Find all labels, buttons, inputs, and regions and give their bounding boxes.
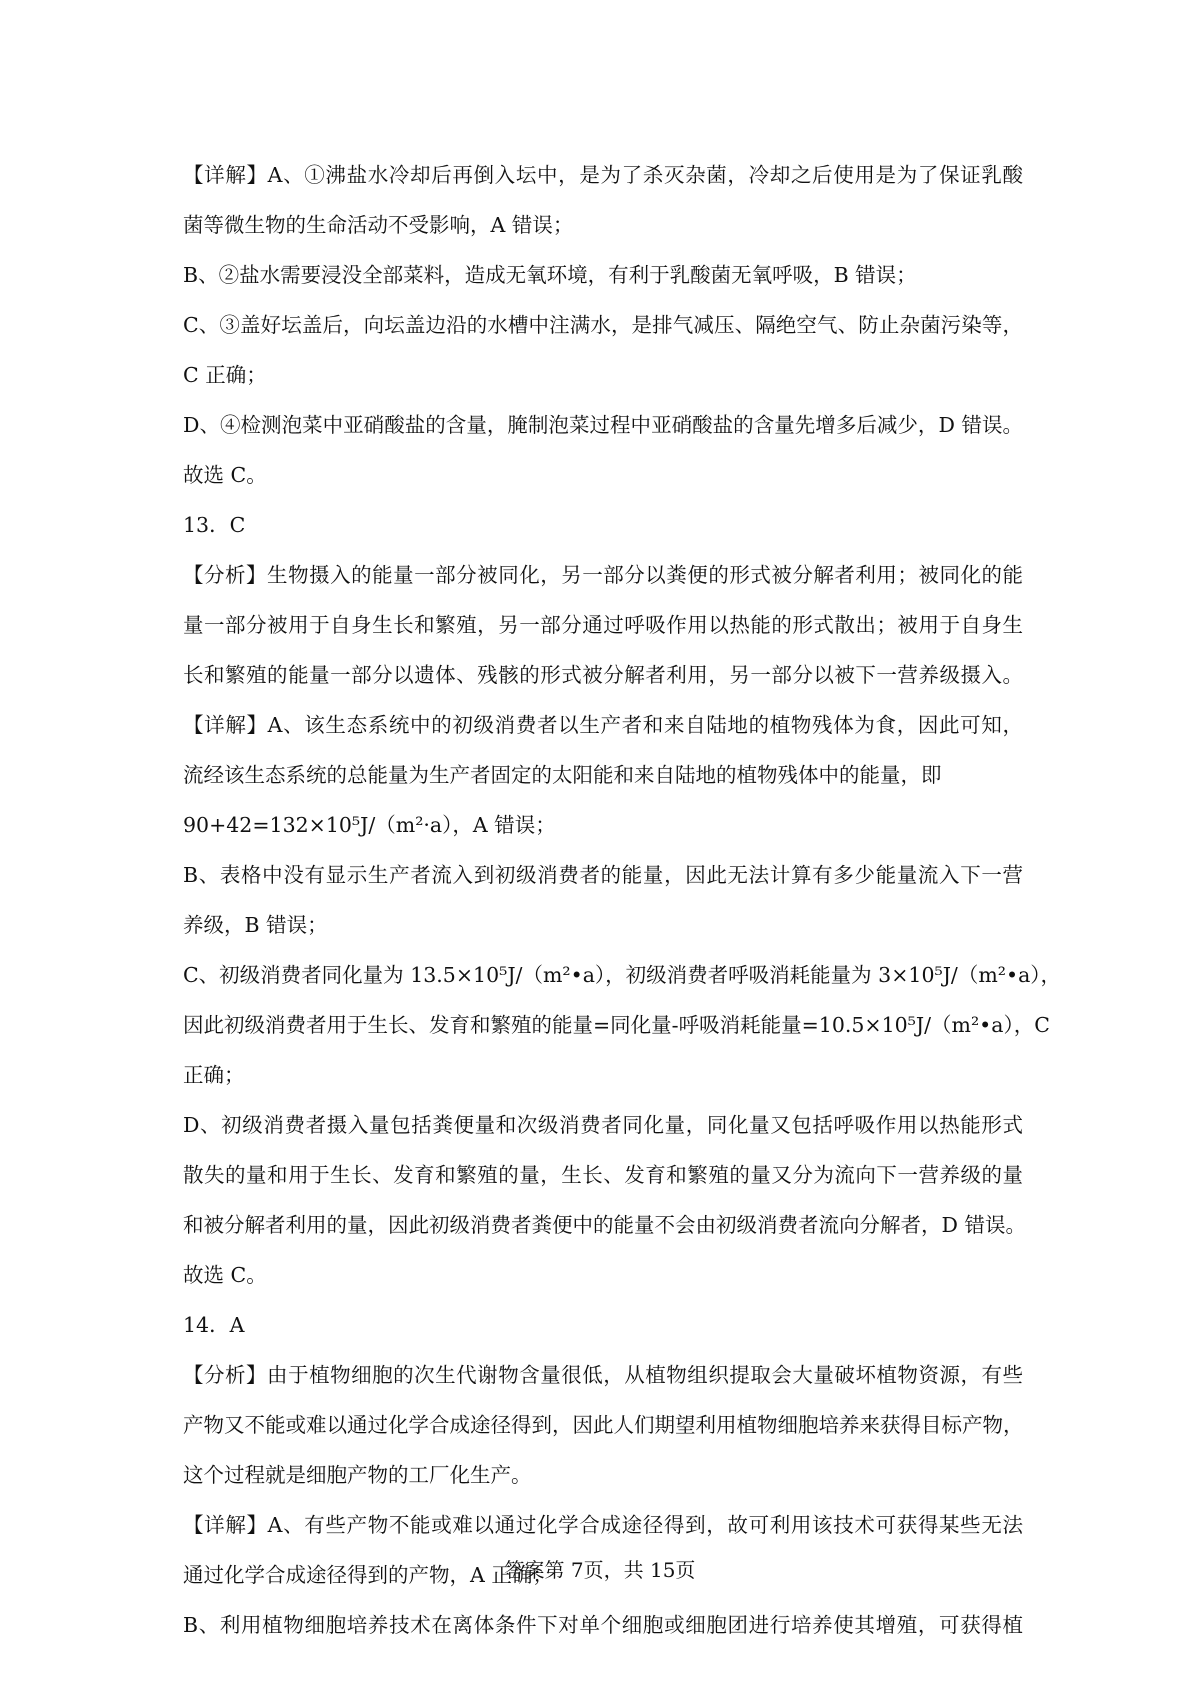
text-line: 和被分解者利用的量，因此初级消费者粪便中的能量不会由初级消费者流向分解者，D 错误。 [183,1213,1026,1237]
text-line: B、表格中没有显示生产者流入到初级消费者的能量，因此无法计算有多少能量流入下一营 [183,863,1023,887]
text-line: B、②盐水需要浸没全部菜料，造成无氧环境，有利于乳酸菌无氧呼吸，B 错误； [183,263,917,287]
text-line: 【详解】A、有些产物不能或难以通过化学合成途径得到，故可利用该技术可获得某些无法 [183,1513,1023,1537]
text-line: 通过化学合成途径得到的产物，A 正确； [183,1563,553,1587]
text-line: 故选 C。 [183,1263,267,1287]
text-line: B、利用植物细胞培养技术在离体条件下对单个细胞或细胞团进行培养使其增殖，可获得植 [183,1613,1023,1637]
text-line: 养级，B 错误； [183,913,328,937]
text-line: D、④检测泡菜中亚硝酸盐的含量，腌制泡菜过程中亚硝酸盐的含量先增多后减少，D 错误。 [183,413,1023,437]
question-number: 13．C [183,513,246,537]
answer-text [183,150,1062,1650]
text-line: 菌等微生物的生命活动不受影响，A 错误； [183,213,574,237]
text-line: 这个过程就是细胞产物的工厂化生产。 [183,1463,532,1487]
text-line: 因此初级消费者用于生长、发育和繁殖的能量=同化量-呼吸消耗能量=10.5×10⁵J/（m²•a），C [183,1013,1050,1037]
text-line: 故选 C。 [183,463,267,487]
text-line: C、③盖好坛盖后，向坛盖边沿的水槽中注满水，是排气减压、隔绝空气、防止杂菌污染等， [183,313,1023,337]
text-line: 散失的量和用于生长、发育和繁殖的量，生长、发育和繁殖的量又分为流向下一营养级的量 [183,1163,1023,1187]
text-line: 长和繁殖的能量一部分以遗体、残骸的形式被分解者利用，另一部分以被下一营养级摄入。 [183,663,1023,687]
text-line: 【分析】生物摄入的能量一部分被同化，另一部分以粪便的形式被分解者利用；被同化的能 [183,563,1023,587]
question-number: 14．A [183,1313,245,1337]
text-line: 【详解】A、该生态系统中的初级消费者以生产者和来自陆地的植物残体为食，因此可知， [183,713,1023,737]
text-line: 90+42=132×10⁵J/（m²·a），A 错误； [183,813,556,837]
text-line: 正确； [183,1063,245,1087]
text-line: 【详解】A、①沸盐水冷却后再倒入坛中，是为了杀灭杂菌，冷却之后使用是为了保证乳酸 [183,163,1023,187]
text-line: C、初级消费者同化量为 13.5×10⁵J/（m²•a），初级消费者呼吸消耗能量为 3×10⁵J/（m²•a）， [183,963,1062,987]
text-line: 量一部分被用于自身生长和繁殖，另一部分通过呼吸作用以热能的形式散出；被用于自身生 [183,613,1023,637]
text-line: D、初级消费者摄入量包括粪便量和次级消费者同化量，同化量又包括呼吸作用以热能形式 [183,1113,1023,1137]
text-line: 产物又不能或难以通过化学合成途径得到，因此人们期望利用植物细胞培养来获得目标产物， [183,1413,1024,1437]
page-footer: 答案第 7页，共 15页 [504,1558,696,1582]
text-line: C 正确； [183,363,267,387]
text-line: 【分析】由于植物细胞的次生代谢物含量很低，从植物组织提取会大量破坏植物资源，有些 [183,1363,1023,1387]
text-line: 流经该生态系统的总能量为生产者固定的太阳能和来自陆地的植物残体中的能量，即 [183,763,942,787]
